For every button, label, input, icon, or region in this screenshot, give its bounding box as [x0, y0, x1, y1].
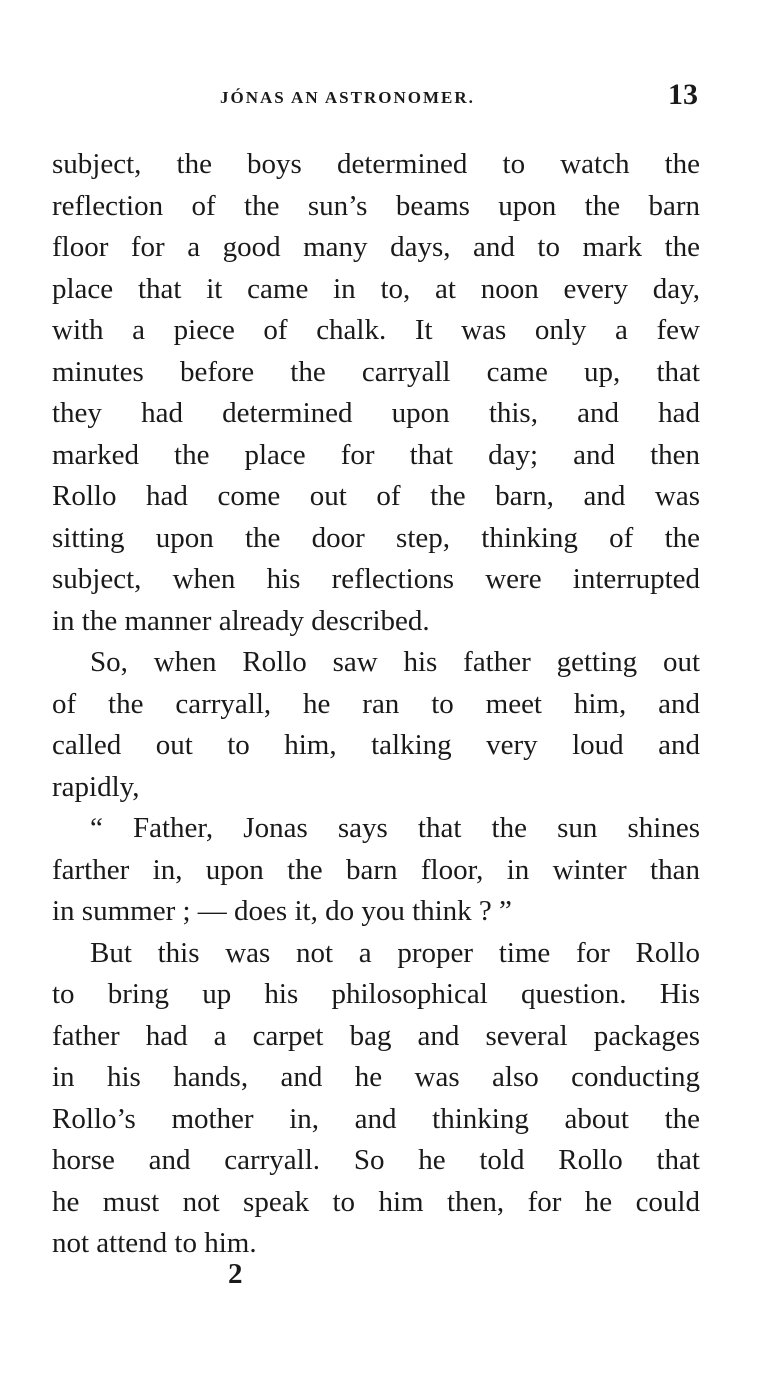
text-line: to bring up his philosophical question. His: [52, 978, 700, 1010]
text-line: place that it came in to, at noon every day,: [52, 272, 700, 305]
text-line: Rollo’s mother in, and thinking about the: [52, 1102, 700, 1135]
text-line: in his hands, and he was also conducting: [52, 1061, 700, 1093]
text-line: with a piece of chalk. It was only a few: [52, 314, 700, 346]
text-line: subject, when his reflections were interrupted: [52, 563, 700, 595]
text-line: minutes before the carryall came up, that: [52, 355, 700, 388]
text-line: floor for a good many days, and to mark the: [52, 231, 700, 263]
text-line: horse and carryall. So he told Rollo that: [52, 1144, 700, 1176]
signature-mark: 2: [228, 1258, 243, 1290]
page-number: 13: [668, 78, 698, 111]
text-line: farther in, upon the barn floor, in winter than: [52, 853, 700, 886]
text-line: called out to him, talking very loud and: [52, 729, 700, 761]
text-line: reflection of the sun’s beams upon the barn: [52, 189, 700, 222]
text-line: he must not speak to him then, for he could: [52, 1185, 700, 1218]
text-line: they had determined upon this, and had: [52, 397, 700, 429]
text-line: sitting upon the door step, thinking of the: [52, 521, 700, 554]
text-line: not attend to him.: [52, 1227, 257, 1259]
text-line: So, when Rollo saw his father getting out: [90, 646, 700, 678]
text-line: in summer ; — does it, do you think ? ”: [52, 895, 512, 927]
text-line: rapidly,: [52, 770, 140, 803]
text-line: subject, the boys determined to watch the: [52, 148, 700, 180]
running-head: JÓNAS AN ASTRONOMER.: [220, 88, 475, 107]
text-line: Rollo had come out of the barn, and was: [52, 480, 700, 512]
text-line: “ Father, Jonas says that the sun shines: [90, 812, 700, 844]
text-line: But this was not a proper time for Rollo: [90, 936, 700, 969]
text-line: marked the place for that day; and then: [52, 438, 700, 471]
text-line: in the manner already described.: [52, 604, 430, 637]
text-line: father had a carpet bag and several packages: [52, 1019, 700, 1052]
text-line: of the carryall, he ran to meet him, and: [52, 687, 700, 720]
body-text: [52, 144, 700, 1265]
